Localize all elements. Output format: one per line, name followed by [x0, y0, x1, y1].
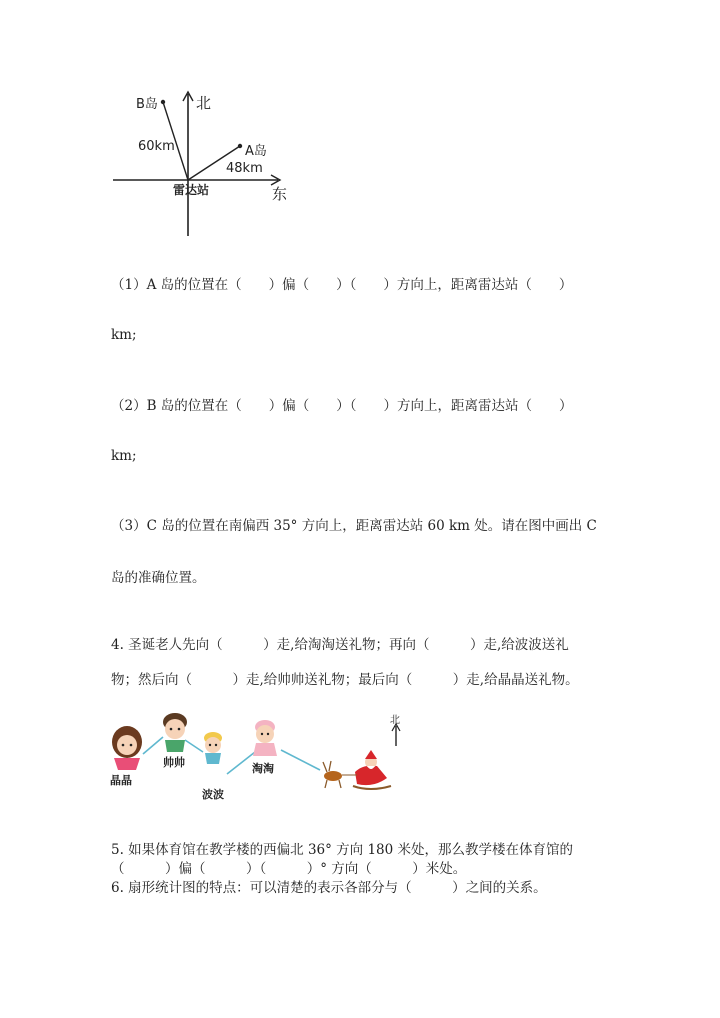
question-1-line-1: （1）A 岛的位置在（ ）偏（ ）（ ）方向上，距离雷达站（ ） — [111, 277, 573, 293]
station-label: 雷达站 — [173, 183, 210, 197]
question-5-line-1: 5. 如果体育馆在教学楼的西偏北 36° 方向 180 米处，那么教学楼在体育馆的 — [111, 842, 574, 858]
north-label: 北 — [196, 94, 212, 112]
question-5-line-2: （ ）偏（ ）（ ）° 方向（ ）米处。 — [111, 861, 467, 877]
taotao-figure — [253, 720, 277, 756]
island-b-label: B岛 — [136, 97, 158, 112]
route-north-label: 北 — [390, 715, 400, 726]
question-2-line-1: （2）B 岛的位置在（ ）偏（ ）（ ）方向上，距离雷达站（ ） — [111, 398, 573, 414]
question-4-line-1: 4. 圣诞老人先向（ ）走,给淘淘送礼物；再向（ ）走,给波波送礼 — [111, 637, 569, 653]
island-a-point — [238, 144, 242, 148]
bobo-label: 波波 — [202, 788, 224, 801]
radar-diagram — [100, 80, 310, 245]
island-b-point — [161, 100, 165, 104]
distance-b-label: 60km — [138, 139, 175, 154]
route-picture — [105, 712, 415, 812]
question-1-line-2: km; — [111, 327, 137, 343]
route-line-shuaishuai-bobo — [185, 740, 203, 752]
bobo-figure — [204, 732, 222, 764]
route-line-jingjing-shuaishuai — [143, 737, 163, 754]
question-6-line-1: 6. 扇形统计图的特点：可以清楚的表示各部分与（ ）之间的关系。 — [111, 880, 547, 896]
island-a-label: A岛 — [245, 144, 267, 159]
taotao-label: 淘淘 — [252, 762, 274, 775]
question-2-line-2: km; — [111, 448, 137, 464]
santa-sleigh-icon — [323, 750, 391, 789]
route-line-bobo-taotao — [227, 752, 255, 774]
shuaishuai-label: 帅帅 — [163, 756, 185, 769]
east-label: 东 — [272, 185, 288, 203]
jingjing-figure — [112, 726, 142, 770]
jingjing-label: 晶晶 — [110, 774, 132, 787]
distance-a-label: 48km — [226, 161, 263, 176]
question-3-line-1: （3）C 岛的位置在南偏西 35° 方向上，距离雷达站 60 km 处。请在图中画出 C — [111, 518, 597, 534]
shuaishuai-figure — [163, 713, 187, 752]
question-3-line-2: 岛的准确位置。 — [111, 570, 206, 586]
question-4-line-2: 物；然后向（ ）走,给帅帅送礼物；最后向（ ）走,给晶晶送礼物。 — [111, 672, 579, 688]
route-line-taotao-santa — [281, 750, 320, 770]
